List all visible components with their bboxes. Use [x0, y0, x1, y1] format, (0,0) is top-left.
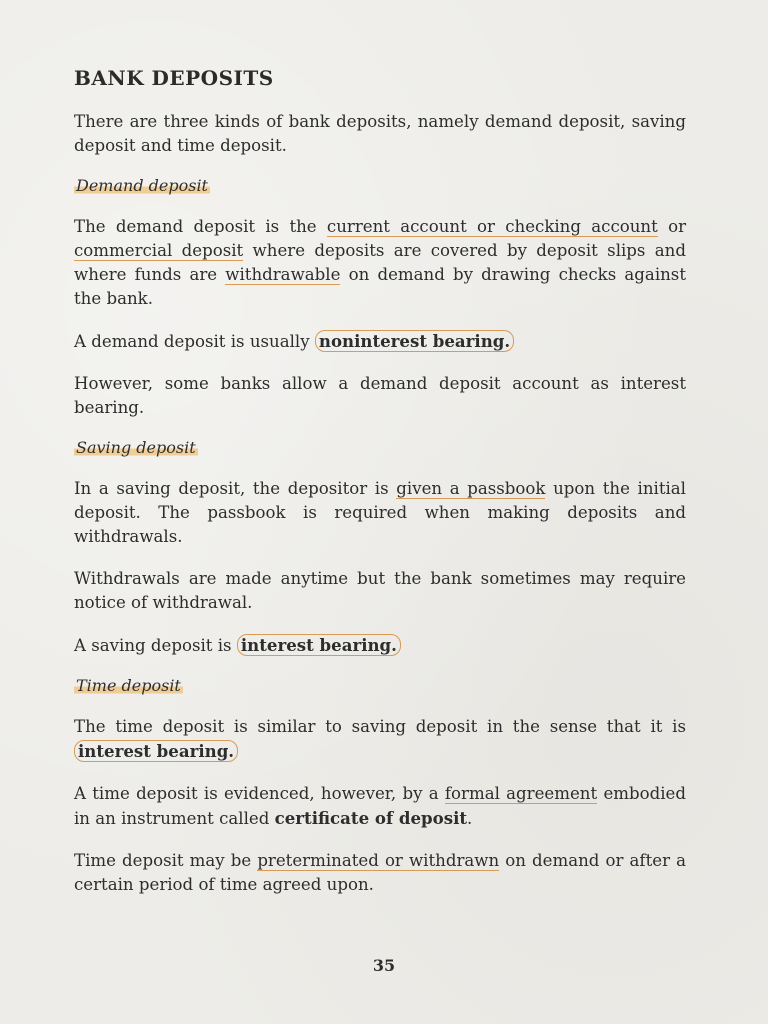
circled-phrase: noninterest bearing. — [315, 330, 514, 352]
underlined-phrase: current account or checking account — [326, 217, 658, 236]
highlighted-heading: Demand deposit — [76, 176, 208, 195]
text-run: A saving deposit is — [74, 636, 237, 655]
text-run: A time deposit is evidenced, however, by a — [74, 784, 445, 803]
circled-phrase: interest bearing. — [74, 740, 238, 762]
text-run: A demand deposit is usually — [74, 332, 315, 351]
page-content — [74, 66, 686, 915]
text-run: on demand or after a certain period of time agreed upon. — [74, 851, 686, 894]
underlined-phrase: formal agreement — [444, 784, 598, 803]
text-run: . — [467, 809, 473, 828]
demand-deposit-definition — [74, 215, 686, 311]
time-deposit-definition — [74, 715, 686, 764]
saving-deposit-interest — [74, 633, 686, 658]
underlined-phrase: given a passbook — [396, 479, 546, 498]
text-run: on demand by drawing checks against the bank. — [74, 265, 686, 308]
time-deposit-certificate — [74, 782, 686, 831]
intro-paragraph: There are three kinds of bank deposits, namely demand deposit, saving deposit and time deposit. — [74, 112, 686, 155]
section-heading-demand-deposit — [74, 176, 686, 195]
time-deposit-termination — [74, 849, 686, 897]
highlighted-heading: Saving deposit — [76, 438, 196, 457]
text-run: upon the initial deposit. The passbook is required when making deposits and withdrawals. — [74, 479, 686, 546]
text-run: where deposits are covered by deposit slips and where funds are — [74, 241, 686, 284]
section-heading-time-deposit — [74, 676, 686, 695]
text-run: embodied in an instrument called — [74, 784, 686, 828]
circled-phrase: interest bearing. — [237, 634, 401, 656]
bold-phrase: certificate of deposit — [274, 808, 468, 828]
text-run: The time deposit is similar to saving deposit in the sense that it is — [74, 717, 686, 736]
text-run: or — [657, 217, 687, 236]
demand-deposit-interest — [74, 329, 686, 354]
text-run: In a saving deposit, the depositor is — [74, 479, 397, 498]
highlighted-heading: Time deposit — [76, 676, 181, 695]
saving-deposit-definition — [74, 477, 686, 549]
underlined-phrase: preterminated or withdrawn — [257, 851, 500, 870]
text-run: The demand deposit is the — [74, 217, 327, 236]
page-title: BANK DEPOSITS — [74, 66, 274, 90]
section-heading-saving-deposit — [74, 438, 686, 457]
underlined-phrase: withdrawable — [225, 265, 341, 284]
demand-deposit-exception: However, some banks allow a demand deposit account as interest bearing. — [74, 374, 686, 417]
text-run: Time deposit may be — [74, 851, 258, 870]
page-number: 35 — [372, 956, 396, 975]
saving-deposit-withdrawals: Withdrawals are made anytime but the bank sometimes may require notice of withdrawal. — [74, 569, 686, 612]
underlined-phrase: commercial deposit — [74, 241, 244, 260]
